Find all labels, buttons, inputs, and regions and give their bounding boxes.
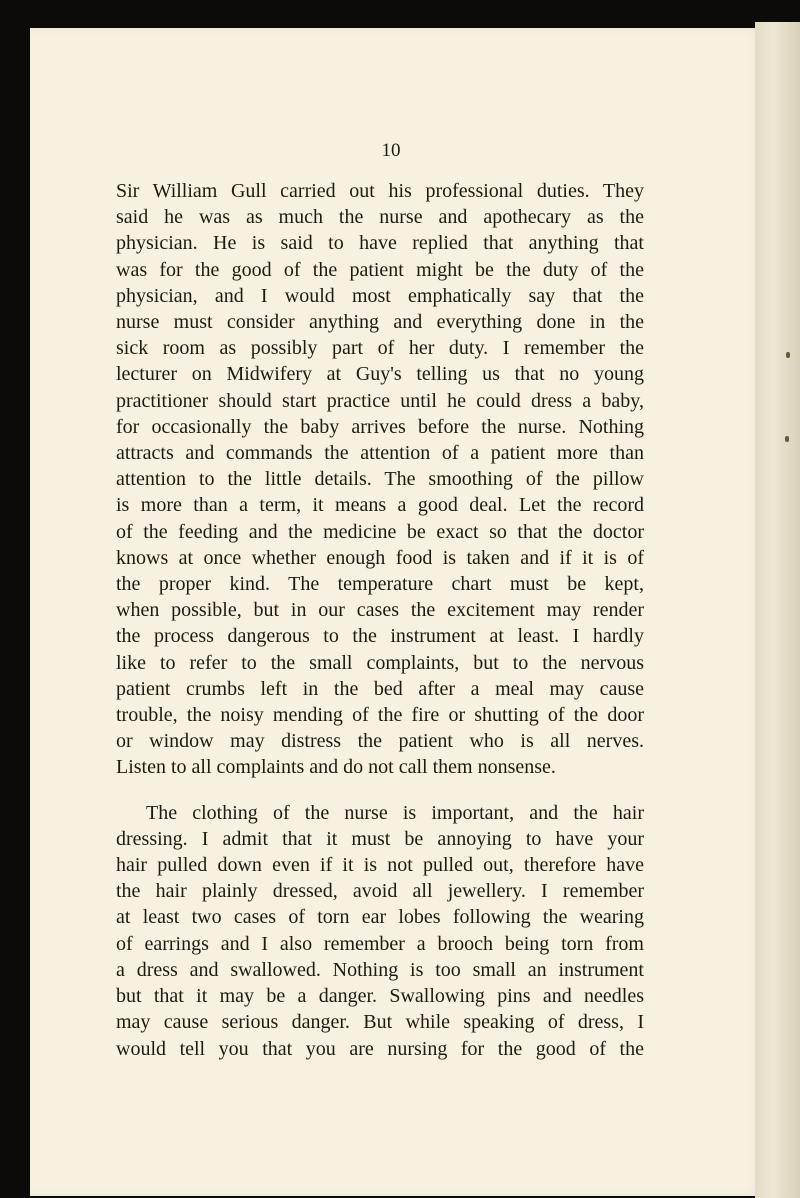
text-line: was for the good of the patient might be the duty of the [116, 258, 644, 281]
text-line: lecturer on Midwifery at Guy's telling us that no young [116, 363, 644, 386]
text-line: dressing. I admit that it must be annoying to have your [116, 827, 644, 850]
text-line: trouble, the noisy mending of the fire or shutting of the door [116, 704, 644, 727]
text-line: attention to the little details. The smoothing of the pillow [116, 468, 644, 491]
text-line: Sir William Gull carried out his professional duties. They [116, 180, 644, 202]
text-line: physician. He is said to have replied that anything that [116, 232, 644, 255]
margin-mark [786, 352, 790, 358]
page-number: 10 [381, 140, 401, 161]
text-line: for occasionally the baby arrives before the nurse. Nothing [116, 415, 644, 438]
text-line: patient crumbs left in the bed after a meal may cause [116, 677, 644, 700]
text-line: knows at once whether enough food is taken and if it is of [116, 546, 644, 569]
text-line: hair pulled down even if it is not pulled out, therefore have [116, 854, 644, 877]
text-line: when possible, but in our cases the excitement may render [116, 599, 644, 622]
text-line: would tell you that you are nursing for the good of the [116, 1037, 644, 1060]
text-line: practitioner should start practice until he could dress a baby, [116, 389, 644, 412]
text-line: the hair plainly dressed, avoid all jewellery. I remember [116, 880, 644, 903]
text-line: a dress and swallowed. Nothing is too small an instrument [116, 958, 644, 981]
body-text [116, 178, 644, 1062]
text-line: The clothing of the nurse is important, and the hair [146, 801, 644, 824]
text-line: attracts and commands the attention of a patient more than [116, 442, 644, 465]
text-line: is more than a term, it means a good deal. Let the record [116, 494, 644, 517]
text-line: of the feeding and the medicine be exact so that the doctor [116, 520, 644, 543]
text-line: of earrings and I also remember a brooch being torn from [116, 932, 644, 955]
page-edge [755, 22, 800, 1198]
text-line: may cause serious danger. But while speaking of dress, I [116, 1011, 644, 1034]
text-line: nurse must consider anything and everything done in the [116, 311, 644, 334]
text-line: the proper kind. The temperature chart must be kept, [116, 573, 644, 596]
text-line: the process dangerous to the instrument at least. I hardly [116, 625, 644, 648]
margin-mark [785, 436, 789, 442]
text-line: sick room as possibly part of her duty. I remember the [116, 337, 644, 360]
text-line: at least two cases of torn ear lobes following the wearing [116, 906, 644, 929]
paragraph-1 [116, 178, 644, 781]
text-line: but that it may be a danger. Swallowing pins and needles [116, 985, 644, 1008]
text-line: or window may distress the patient who is all nerves. [116, 730, 644, 753]
text-line: like to refer to the small complaints, but to the nervous [116, 651, 644, 674]
text-line: physician, and I would most emphatically say that the [116, 284, 644, 307]
text-line: Listen to all complaints and do not call them nonsense. [116, 756, 556, 779]
text-line: said he was as much the nurse and apothecary as the [116, 206, 644, 229]
paragraph-2 [116, 800, 644, 1062]
